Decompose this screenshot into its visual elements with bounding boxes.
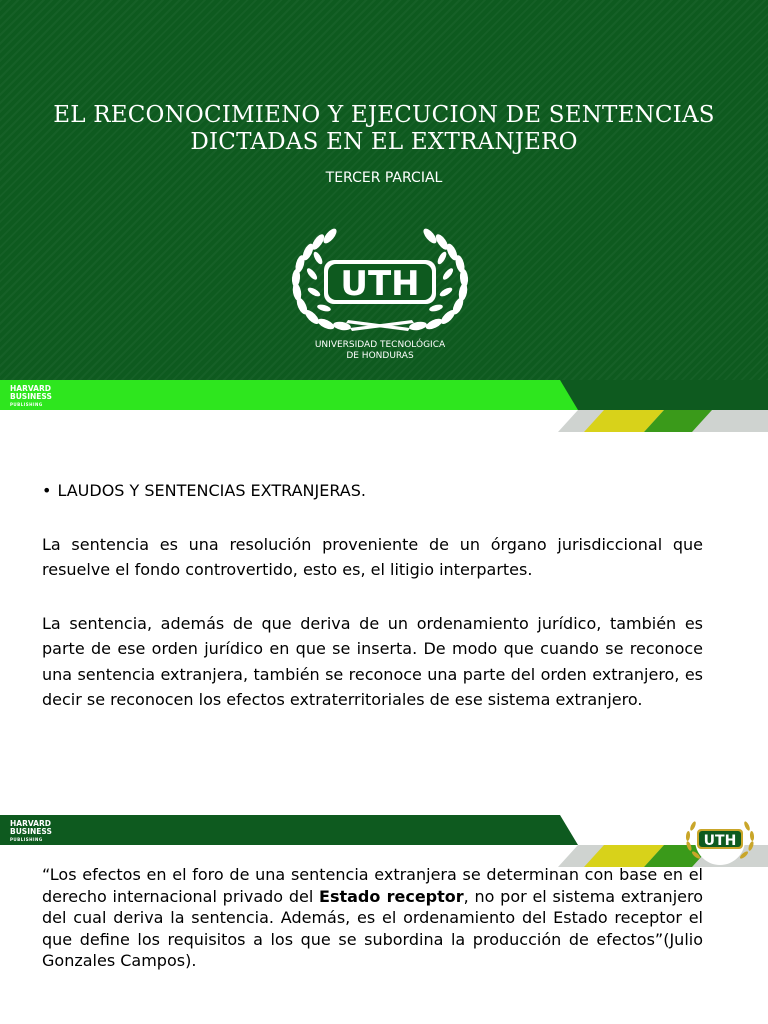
harvard-badge-line2: BUSINESS [10, 392, 52, 401]
harvard-badge-line2: BUSINESS [10, 827, 52, 836]
bullet-icon: • [42, 481, 52, 500]
slide-title-line1: EL RECONOCIMIENO Y EJECUCION DE SENTENCIAS [53, 102, 715, 128]
harvard-business-badge [10, 385, 52, 409]
paragraph-1: La sentencia es una resolución proveniente de un órgano jurisdiccional que resuelve el fondo controvertido, esto es, el litigio interpartes. [42, 534, 703, 579]
bullet-item [42, 478, 703, 504]
harvard-badge-line1: HARVARD [10, 819, 51, 828]
quote-bold: Estado receptor [319, 886, 464, 906]
uth-logo [290, 228, 470, 364]
logo-text: UTH [340, 264, 420, 304]
harvard-badge-line1: HARVARD [10, 384, 51, 393]
logo-small-text: UTH [703, 833, 737, 849]
logo-caption-line2: DE HONDURAS [346, 351, 414, 361]
decorative-band-top [0, 380, 768, 432]
slide-title [0, 102, 768, 156]
harvard-badge-line3: PUBLISHING [10, 837, 43, 842]
quote-part2: , no por el sistema extranjero del cual deriva la sentencia. Además, es el ordenamiento del Estado receptor el que define los requisitos a los que se subordina la producción de efectos”(Julio Gonzales Campos). [42, 886, 703, 970]
slide2-content [42, 478, 703, 741]
slide-subtitle: TERCER PARCIAL [325, 170, 443, 186]
harvard-business-badge-2 [10, 820, 52, 844]
harvard-badge-line3: PUBLISHING [10, 402, 43, 407]
paragraph-2: La sentencia, además de que deriva de un ordenamiento jurídico, también es parte de ese orden jurídico en que se inserta. De modo que cuando se reconoce una sentencia extranjera, también se reconoce una parte del orden extranjero, es decir se reconocen los efectos extraterritoriales de ese sistema extranjero. [42, 613, 703, 709]
title-slide [0, 0, 768, 410]
uth-logo-small [679, 814, 761, 866]
quote-part1: “Los efectos en el foro de una sentencia extranjera se determinan con base en el derecho internacional privado del [42, 865, 703, 906]
logo-caption-line1: UNIVERSIDAD TECNOLÓGICA [314, 340, 446, 350]
bullet-text: LAUDOS Y SENTENCIAS EXTRANJERAS. [57, 481, 366, 500]
decorative-band-bottom [0, 815, 768, 867]
quote-text [42, 864, 703, 972]
slide-title-line2: DICTADAS EN EL EXTRANJERO [190, 129, 578, 155]
